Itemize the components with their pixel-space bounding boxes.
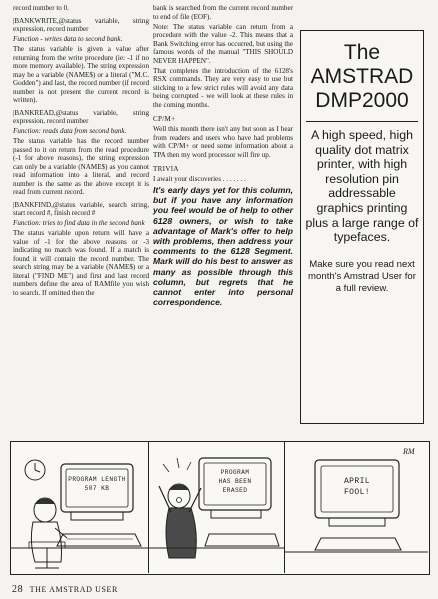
cartoon-drawing-2 [149, 442, 284, 573]
artist-signature: RM [403, 447, 415, 456]
panel2-screen-text: PROGRAM HAS BEEN ERASED [218, 469, 252, 494]
cartoon-strip [10, 441, 430, 575]
bankfind-heading: |BANKFIND,@status variable, search string, start record #, finish record # [13, 200, 149, 217]
middle-text-column [153, 4, 293, 309]
magazine-name: THE AMSTRAD USER [29, 585, 118, 594]
ad-title-amstrad: AMSTRAD [310, 65, 414, 88]
cpm-body: Well this month there isn't any but soon as I hear from readers and users who have had problems with CP/M+ or need some information about a TPA then my word processor will fire up. [153, 125, 293, 159]
cartoon-drawing-3 [285, 442, 428, 573]
bankwrite-body: The status variable is given a value after returning from the write procedure (ie: -1 if no more memory available). The string expression may be a variable (NAME$) or a literal ("M.C. Godden") and last, the record number (if record number is not present the current record is written). [13, 45, 149, 104]
dmp2000-advert [300, 30, 424, 424]
cartoon-panel-3 [285, 442, 429, 573]
editor-callout: It's early days yet for this column, but if you have any information you feel would be of help to other 6128 owners, or wish to take advantage of Mark's offer to help with problems, then address your comments to the 6128 Segment. Mark will do his best to answer as many as possible through this column, but regrets that he cannot enter into personal correspondence. [153, 185, 293, 308]
bankwrite-function: Function - writes data to second bank. [13, 35, 123, 43]
ad-review-note: Make sure you read next month's Amstrad User for a full review. [308, 258, 416, 294]
paragraph-rsx: That completes the introduction of the 6128's RSX commands. They are very easy to use but sticking to a few strict rules will avoid any data being corrupted - we will look at these rules in the coming months. [153, 66, 293, 109]
cartoon-panel-2 [149, 442, 285, 573]
panel3-screen-text: APRIL FOOL! [343, 477, 370, 497]
paragraph-bank-search: bank is searched from the current record number to end of file (EOF). [153, 4, 293, 21]
panel1-screen-text: PROGRAM LENGTH 507 KB [68, 476, 126, 492]
bankread-body: The status variable has the record number passed to it on return from the read procedure (-1 for above reasons), the string expression can only be a variable (NAME$) as you cannot read information into a literal, and record number is the same as the above except it is read from current record. [13, 137, 149, 196]
cartoon-panel-1 [11, 442, 149, 573]
bankwrite-heading: |BANKWRITE,@status variable, string expression, record number [13, 16, 149, 33]
cpm-heading: CP/M+ [153, 115, 176, 123]
ad-title-model: DMP2000 [315, 89, 409, 112]
bankread-function: Function: reads data from second bank. [13, 127, 127, 135]
bankfind-body: The status variable upon return will have a value of -1 for the above reasons or -3 indicating no match was found. If a match is found it will contain the record number. The search string may be a variable (NAME$) or a literal ("FIND ME") and first and last record numbers define the area of RAMfile you wish to search. If omitted then the [13, 229, 149, 297]
left-text-column [13, 4, 149, 299]
ad-title-the: The [343, 41, 381, 64]
trivia-heading: TRIVIA [153, 165, 179, 173]
ad-divider [306, 121, 418, 122]
cartoon-drawing-1 [11, 442, 148, 573]
ad-description: A high speed, high quality dot matrix printer, with high resolution pin addressable graphics printing plus a large range of typefaces. [305, 128, 419, 245]
page-footer [12, 584, 118, 595]
trivia-body: I await your discoveries . . . . . . . [153, 175, 246, 183]
page-number: 28 [12, 584, 24, 595]
bankread-heading: |BANKREAD,@status variable, string expression, record number [13, 108, 149, 125]
paragraph-note: Note: The status variable can return from a procedure with the value -2. This means that a Bank Switching error has occurred, but using the famous words of the manual "THIS SHOULD NEVER HAPPEN". [153, 22, 293, 65]
bankfind-function: Function: tries to find data in the second bank [13, 219, 145, 227]
intro-text: record number to 0. [13, 4, 69, 12]
